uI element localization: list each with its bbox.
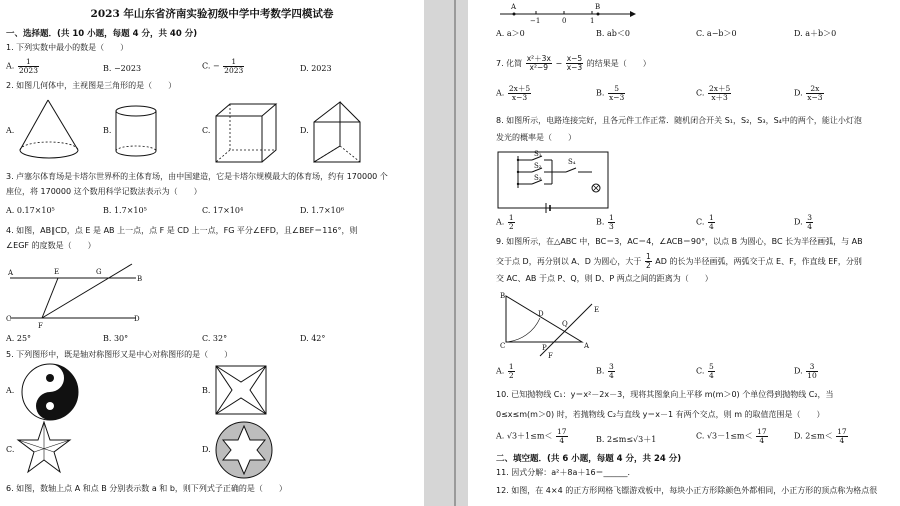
q8-option-b: B. $\frac{1}{3}$ — [596, 213, 614, 231]
q7-stem: 7. 化简 $\frac{\text{x²＋3x}}{\text{x²−9}}$ − $\frac{x-5}{x-3}$ 的结果是（ ） — [496, 54, 651, 72]
hexagram-circle-figure — [214, 420, 274, 480]
q4-line2: ∠EGF 的度数是（ ） — [6, 241, 96, 250]
label-g: G — [96, 268, 102, 276]
q10-line2: 0≤x≤m(m＞0) 时，若抛物线 C₂与直线 y＝x－1 有两个交点，则 m 的取值范围是（ ） — [496, 410, 825, 419]
q7-option-a: A. $\frac{2x+5}{x-3}$ — [496, 84, 531, 102]
q3-line1: 3. 卢塞尔体育场是卡塔尔世界杯的主体育场，由中国建造，它是卡塔尔规模最大的体育场，约有 170000 个 — [6, 172, 388, 181]
q6-option-d: D. a＋b＞0 — [794, 29, 837, 38]
q10-option-c: C. √3－1≤m＜ $\frac{17}{4}$ — [696, 427, 767, 445]
label-c: C — [6, 315, 12, 323]
left-page — [0, 0, 424, 506]
q2-option-a: A. — [6, 126, 15, 135]
q10-option-a: A. √3＋1≤m＜ $\frac{17}{4}$ — [496, 427, 567, 445]
q7-option-c: C. $\frac{2x+5}{x+3}$ — [696, 84, 731, 102]
q12-stem: 12. 如图，在 4×4 的正方形网格飞镖游戏板中，每块小正方形除颜色外都相同，小正方形的顶点称为格点很 — [496, 486, 878, 495]
q5-option-b: B. — [202, 386, 211, 395]
tick-one: 1 — [590, 17, 595, 25]
q10-option-d: D. 2≤m＜ $\frac{17}{4}$ — [794, 427, 847, 445]
q11-stem: 11. 因式分解：a²＋8a＋16＝______． — [496, 468, 636, 477]
tick-minus-one: −1 — [530, 17, 541, 25]
q4-option-d: D. 42° — [300, 334, 326, 343]
q6-option-c: C. a−b＞0 — [696, 29, 737, 38]
q10-line1: 10. 已知抛物线 C₁：y＝x²－2x－3，现将其图象向上平移 m(m＞0) 个单位得到抛物线 C₂，当 — [496, 390, 834, 399]
q6-stem: 6. 如图，数轴上点 A 和点 B 分别表示数 a 和 b，则下列式子正确的是（ ） — [6, 484, 287, 493]
q7-option-b: B. $\frac{5}{x-3}$ — [596, 84, 625, 102]
cube-figure — [214, 102, 284, 166]
q1-option-c: C. − $\frac{1}{2023}$ — [202, 57, 244, 75]
q5-stem: 5. 下列图形中，既是轴对称图形又是中心对称图形的是（ ） — [6, 350, 233, 359]
q3-option-d: D. 1.7×10⁶ — [300, 206, 345, 215]
label-d: D — [134, 315, 140, 323]
q9-line2: 交于点 D，再分别以 A、D 为圆心，大于 $\frac{1}{2}$ AD 的长为半径画弧，两弧交于点 E、F，作直线 EF，分别 — [496, 252, 862, 270]
q4-option-c: C. 32° — [202, 334, 228, 343]
q2-option-b: B. — [103, 126, 112, 135]
q1-option-a: A. $\frac{1}{2023}$ — [6, 57, 38, 75]
switch-s3-label: S₃ — [534, 174, 542, 182]
q2-stem: 2. 如图几何体中，主视图是三角形的是（ ） — [6, 81, 177, 90]
prism-figure — [310, 100, 370, 168]
q3-option-c: C. 17×10⁴ — [202, 206, 244, 215]
right-page — [468, 0, 900, 506]
yin-yang-figure — [20, 362, 80, 422]
q3-line2: 座位，将 170000 这个数用科学记数法表示为（ ） — [6, 187, 202, 196]
triangle-construction-figure — [500, 290, 630, 358]
q9-option-d: D. $\frac{3}{10}$ — [794, 362, 817, 380]
tick-zero: 0 — [562, 17, 567, 25]
section-2-heading: 二、填空题．(共 6 小题，每题 4 分，共 24 分) — [496, 454, 682, 464]
cylinder-figure — [114, 104, 164, 164]
page-gutter — [424, 0, 468, 506]
q9-line1: 9. 如图所示，在△ABC 中，BC＝3，AC＝4，∠ACB＝90°，以点 B 为圆心，BC 长为半径画弧，与 AB — [496, 237, 863, 246]
circuit-figure — [496, 148, 626, 212]
section-1-heading: 一、选择题．(共 10 小题，每题 4 分，共 40 分) — [6, 29, 198, 39]
q2-option-c: C. — [202, 126, 211, 135]
q8-option-a: A. $\frac{1}{2}$ — [496, 213, 514, 231]
label-f: F — [38, 322, 43, 330]
q8-line1: 8. 如图所示，电路连接完好，且各元件工作正常．随机闭合开关 S₁，S₂，S₃，S₄中的两个，能让小灯泡 — [496, 116, 862, 125]
q9-line3: 交 AC、AB 于点 P、Q，则 D、P 两点之间的距离为（ ） — [496, 274, 713, 283]
label-a: A — [8, 269, 14, 277]
q1-stem: 1. 下列实数中最小的数是（ ） — [6, 43, 129, 52]
star-figure — [16, 420, 72, 476]
q1-option-b: B. −2023 — [103, 64, 142, 73]
q1-option-d: D. 2023 — [300, 64, 332, 73]
q2-option-d: D. — [300, 126, 309, 135]
q3-option-a: A. 0.17×10⁵ — [6, 206, 55, 215]
q8-option-c: C. $\frac{1}{4}$ — [696, 213, 714, 231]
label-e: E — [594, 306, 600, 314]
q8-option-d: D. $\frac{3}{4}$ — [794, 213, 812, 231]
label-point-b: B — [595, 3, 601, 11]
switch-s1-label: S₁ — [534, 150, 542, 158]
q10-option-b: B. 2≤m≤√3＋1 — [596, 435, 657, 444]
label-b: B — [137, 275, 143, 283]
q5-option-d: D. — [202, 445, 211, 454]
q7-option-d: D. $\frac{2x}{x-3}$ — [794, 84, 823, 102]
switch-s2-label: S₂ — [534, 162, 542, 170]
label-point-a: A — [511, 3, 517, 11]
q5-option-a: A. — [6, 386, 15, 395]
label-c: C — [500, 342, 506, 350]
label-f: F — [548, 352, 553, 360]
label-a: A — [584, 342, 590, 350]
cone-figure — [16, 98, 86, 168]
exam-title: 2023 年山东省济南实验初级中学中考数学四模试卷 — [90, 8, 334, 20]
label-b: B — [500, 292, 506, 300]
parallel-lines-figure — [6, 258, 156, 330]
q8-line2: 发光的概率是（ ） — [496, 133, 576, 142]
number-line-figure — [498, 2, 638, 24]
q4-option-b: B. 30° — [103, 334, 129, 343]
label-d: D — [538, 310, 544, 318]
label-p: P — [542, 344, 547, 352]
q3-option-b: B. 1.7×10⁵ — [103, 206, 147, 215]
q6-option-b: B. ab＜0 — [596, 29, 630, 38]
label-e: E — [54, 268, 60, 276]
label-q: Q — [562, 320, 568, 328]
q9-option-b: B. $\frac{3}{4}$ — [596, 362, 614, 380]
q5-option-c: C. — [6, 445, 15, 454]
q4-line1: 4. 如图，AB∥CD，点 E 是 AB 上一点，点 F 是 CD 上一点，FG 平分∠EFD，且∠BEF＝116°，则 — [6, 226, 358, 235]
switch-s4-label: S₄ — [568, 158, 576, 166]
q4-option-a: A. 25° — [6, 334, 32, 343]
q9-option-a: A. $\frac{1}{2}$ — [496, 362, 514, 380]
pinwheel-square-figure — [214, 364, 270, 416]
q9-option-c: C. $\frac{5}{4}$ — [696, 362, 714, 380]
q6-option-a: A. a＞0 — [496, 29, 525, 38]
